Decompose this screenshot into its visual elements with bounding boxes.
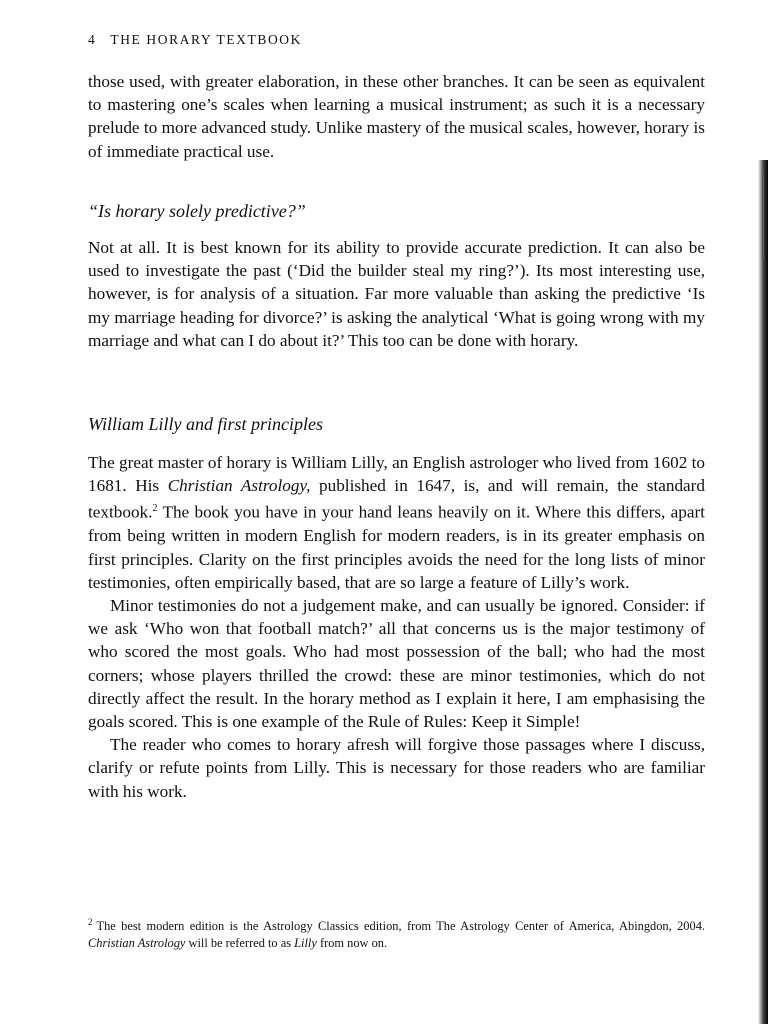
- predictive-paragraph: Not at all. It is best known for its ability to provide accurate prediction. It can also be used to investigate the past (‘Did the builder steal my ring?’). Its most interesting use, however, is for analysis of a situation. Far more valuable than asking the predictive ‘Is my marriage heading for divorce?’ is asking the analytical ‘What is going wrong with my marriage and what can I do about it?’ This too can be done with horary.: [88, 238, 705, 350]
- running-header: [88, 32, 608, 48]
- book-title-christian-astrology: Christian Astrology,: [167, 476, 311, 496]
- section-predictive-block: [88, 236, 705, 352]
- intro-paragraph: those used, with greater elaboration, in these other branches. It can be seen as equivalent to mastering one’s scales when learning a musical instrument; as such it is a necessary prelude to more advanced study. Unlike mastery of the musical scales, however, horary is of immediate practical use.: [88, 72, 705, 161]
- page-edge-shadow: [758, 160, 768, 1024]
- footnote-ref[interactable]: 2: [152, 503, 158, 515]
- page-number: 4: [88, 32, 97, 47]
- running-title: THE HORARY TEXTBOOK: [110, 32, 303, 47]
- section-heading-lilly: William Lilly and first principles: [88, 414, 324, 434]
- page-edge-line: [762, 170, 764, 260]
- lilly-paragraph-1: The great master of horary is William Lilly, an English astrologer who lived from 1602 to 1681. His Christian Astrology, published in 1647, is, and will remain, the standard textbook.$^2$ The book you have in your hand leans heavily on it. Where this differs, apart from being written in modern English for modern readers, is in its greater emphasis on first principles. Clarity on the first principles avoids the need for the long lists of minor testimonies, often empirically based, that are so large a feature of Lilly’s work.: [88, 453, 705, 592]
- lilly-paragraph-2: Minor testimonies do not a judgement make, and can usually be ignored. Consider: if we ask ‘Who won that football match?’ all that concerns us is the major testimony of who scored the most goals. Who had most possession of the ball; who had the most corners; whose players thrilled the crowd: these are minor testimonies, which do not directly affect the result. In the horary method as I explain it here, I am emphasising the goals scored. This is one example of the Rule of Rules: Keep it Simple!: [88, 595, 705, 731]
- lilly-paragraph-3: The reader who comes to horary afresh will forgive those passages where I discuss, clarify or refute points from Lilly. This is necessary for those readers who are familiar with his work.: [88, 735, 705, 801]
- footnote: $^2$ The best modern edition is the Astrology Classics edition, from The Astrology Center of America, Abingdon, 2004. Christian Astrology will be referred to as Lilly from now on.: [88, 917, 705, 951]
- footnote-number: 2: [88, 917, 93, 927]
- intro-block: [88, 70, 705, 163]
- section-heading-predictive: “Is horary solely predictive?”: [88, 201, 306, 221]
- section-lilly-block: [88, 451, 705, 803]
